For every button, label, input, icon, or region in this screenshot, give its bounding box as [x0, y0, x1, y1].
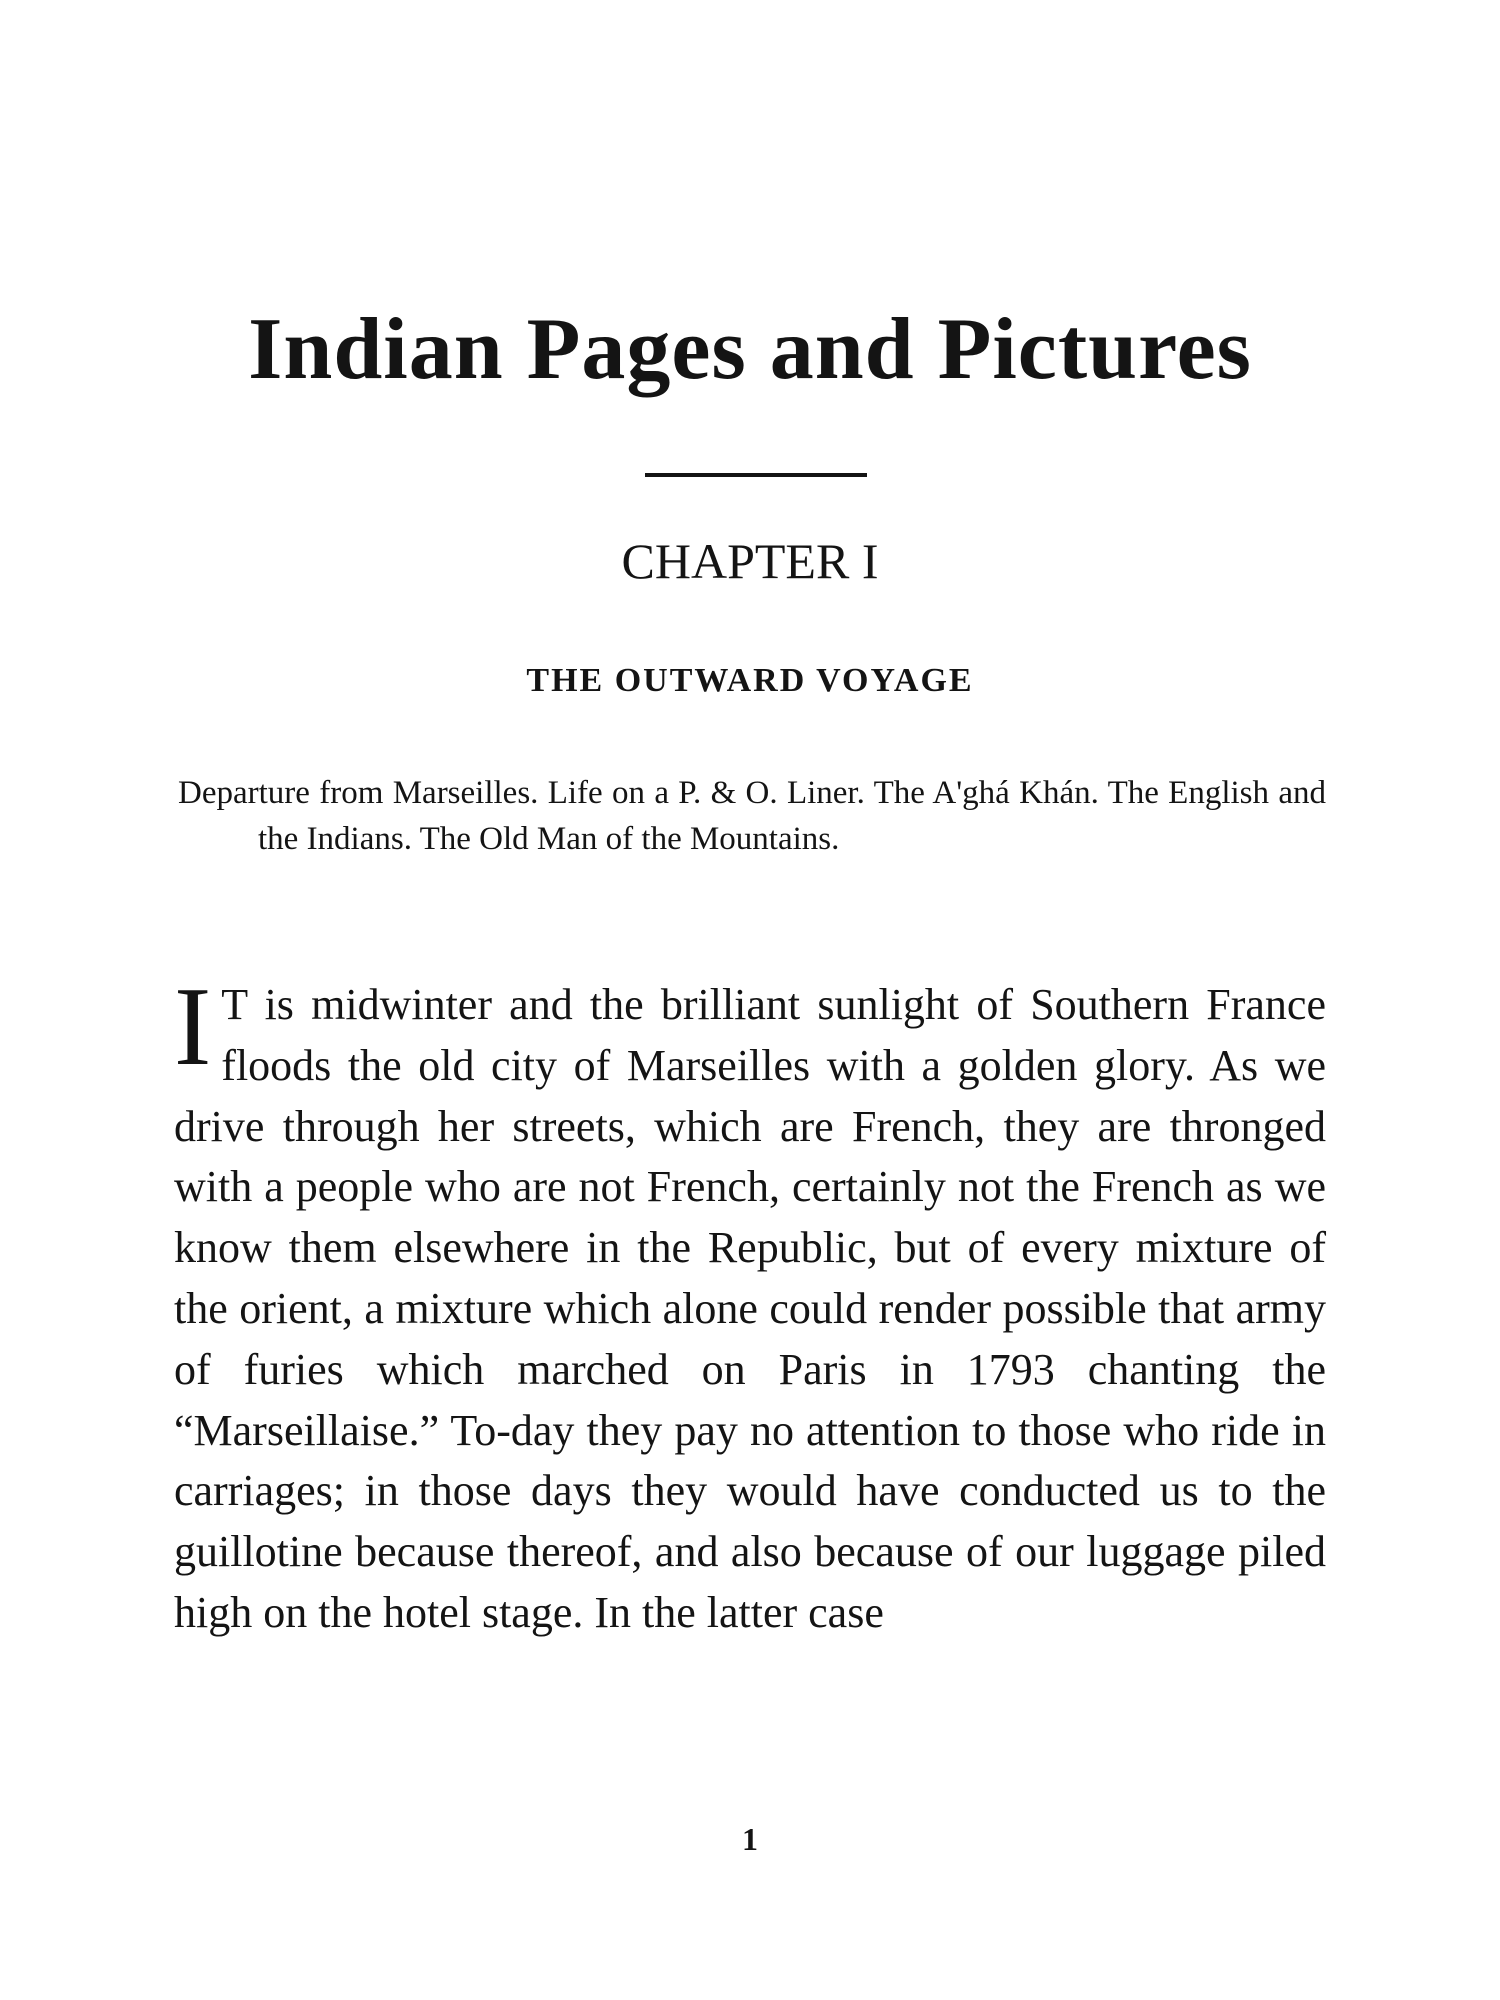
body-text: T is midwinter and the brilliant sunlight of Southern France floods the old city of Marseilles with a golden glory. As we drive through her streets, which are French, they are thronged with a people who are not French, certainly not the French as we know them elsewhere in the Republic, but of every mixture of the orient, a mixture which alone could render possible that army of furies which marched on Paris in 1793 chanting the “Marseillaise.” To-day they pay no attention to those who ride in carriages; in those days they would have conducted us to the guillotine because thereof, and also because of our luggage piled high on the hotel stage. In the latter case [174, 980, 1326, 1637]
chapter-number: CHAPTER I [621, 533, 879, 589]
chapter-synopsis: Departure from Marseilles. Life on a P. & O. Liner. The A'ghá Khán. The English and the Indians. The Old Man of the Mountains. [178, 775, 1326, 857]
drop-cap: I [174, 965, 212, 1089]
page-number: 1 [742, 1821, 758, 1857]
chapter-title: THE OUTWARD VOYAGE [526, 662, 974, 699]
title-divider [645, 473, 867, 477]
book-title: Indian Pages and Pictures [248, 301, 1252, 398]
body-paragraph [174, 965, 1326, 1644]
